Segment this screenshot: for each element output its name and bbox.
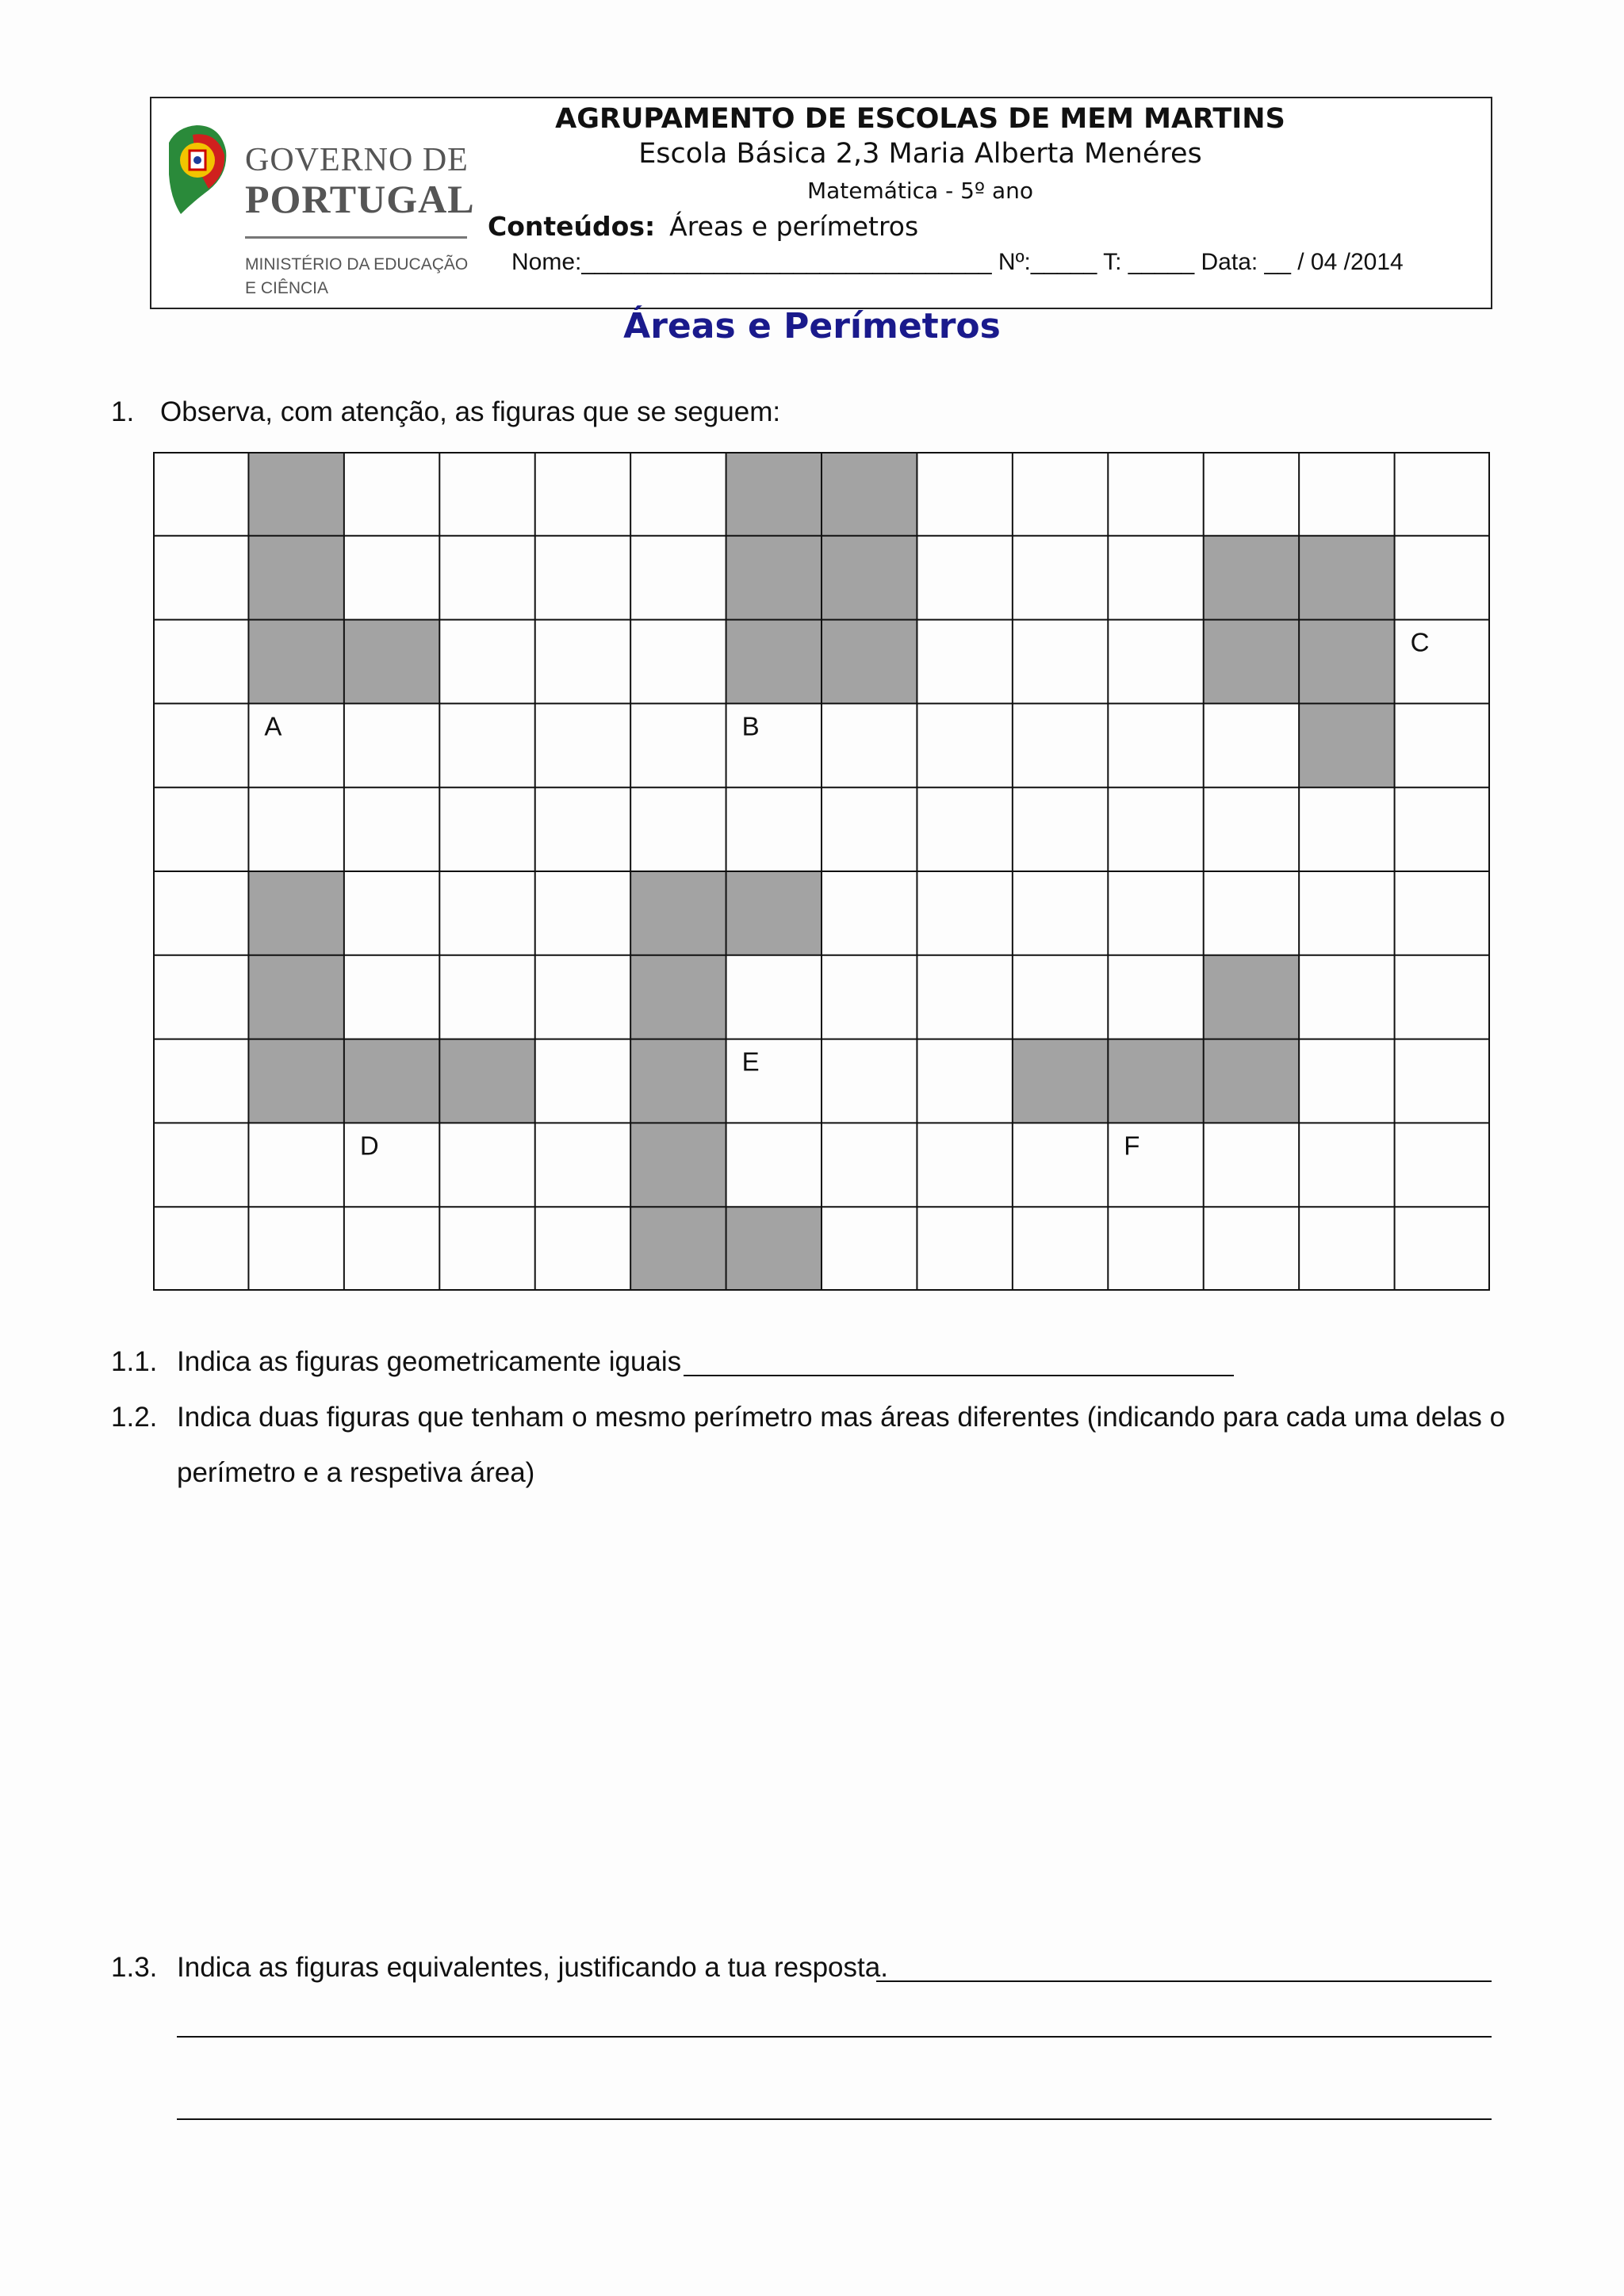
filled-cell: [1299, 620, 1394, 704]
school-name: Escola Básica 2,3 Maria Alberta Menéres: [638, 138, 1202, 170]
contents-label: Conteúdos:: [488, 211, 656, 242]
filled-cell: [248, 1039, 343, 1123]
figure-label-e: E: [741, 1047, 760, 1077]
answer-1-2-space[interactable]: [177, 1506, 1493, 1934]
filled-cell: [1108, 1039, 1203, 1123]
filled-cell: [439, 1039, 534, 1123]
portugal-emblem-icon: [161, 119, 232, 230]
school-group-name: AGRUPAMENTO DE ESCOLAS DE MEM MARTINS: [555, 103, 1285, 135]
question-1-3-number: 1.3.: [111, 1952, 158, 1983]
filled-cell: [726, 1207, 822, 1291]
header-box: [150, 97, 1492, 309]
figures-grid: [153, 452, 1490, 1291]
filled-cell: [248, 871, 343, 955]
figure-label-d: D: [359, 1131, 379, 1161]
answer-1-1-line[interactable]: [684, 1375, 1234, 1376]
filled-cell: [726, 871, 822, 955]
filled-cell: [630, 955, 726, 1039]
student-info-line[interactable]: Nome:_______________________________ Nº:_____ T: _____ Data: __ / 04 /2014: [511, 249, 1404, 275]
filled-cell: [248, 536, 343, 620]
filled-cell: [1204, 1039, 1299, 1123]
filled-cell: [344, 1039, 439, 1123]
filled-cell: [726, 452, 822, 536]
figure-label-b: B: [741, 711, 760, 741]
answer-1-3-line-2[interactable]: [177, 2036, 1492, 2038]
filled-cell: [1013, 1039, 1108, 1123]
filled-cell: [1204, 955, 1299, 1039]
filled-cell: [248, 955, 343, 1039]
figure-label-c: C: [1410, 627, 1430, 657]
filled-cell: [726, 536, 822, 620]
filled-cell: [1204, 620, 1299, 704]
question-1-3-text: Indica as figuras equivalentes, justificando a tua resposta.: [177, 1952, 888, 1983]
filled-cell: [248, 620, 343, 704]
question-1-number: 1.: [111, 396, 135, 427]
contents-row: [488, 211, 918, 242]
figures-grid-svg: [153, 452, 1490, 1291]
question-1: [111, 396, 780, 428]
filled-cell: [630, 871, 726, 955]
page-title: Áreas e Perímetros: [623, 306, 1001, 346]
figure-label-a: A: [264, 711, 282, 741]
logo-line1: GOVERNO DE: [245, 142, 469, 178]
answer-1-3-line-3[interactable]: [177, 2118, 1492, 2120]
logo-ministry-line1: MINISTÉRIO DA EDUCAÇÃO: [245, 255, 469, 274]
question-1-1-text: Indica as figuras geometricamente iguais: [177, 1346, 682, 1377]
question-1-2-text: Indica duas figuras que tenham o mesmo perímetro mas áreas diferentes (indicando para cada uma delas o: [177, 1402, 1506, 1433]
question-1-2-number: 1.2.: [111, 1402, 158, 1433]
filled-cell: [726, 620, 822, 704]
question-1-1-number: 1.1.: [111, 1346, 158, 1377]
filled-cell: [1299, 536, 1394, 620]
logo-line2: PORTUGAL: [245, 177, 475, 221]
figure-label-f: F: [1124, 1131, 1140, 1161]
question-1-2-text-line2: perímetro e a respetiva área): [177, 1457, 535, 1488]
filled-cell: [822, 620, 917, 704]
filled-cell: [822, 452, 917, 536]
logo-ministry-line2: E CIÊNCIA: [245, 279, 329, 297]
answer-1-3-line-1[interactable]: [876, 1980, 1492, 1982]
filled-cell: [630, 1039, 726, 1123]
logo-divider: [245, 236, 467, 239]
filled-cell: [344, 620, 439, 704]
subject-label: Matemática - 5º ano: [806, 178, 1034, 204]
contents-value: Áreas e perímetros: [669, 211, 919, 242]
question-1-text: Observa, com atenção, as figuras que se seguem:: [160, 396, 781, 427]
filled-cell: [1299, 703, 1394, 787]
filled-cell: [630, 1123, 726, 1207]
filled-cell: [248, 452, 343, 536]
filled-cell: [822, 536, 917, 620]
filled-cell: [630, 1207, 726, 1291]
filled-cell: [1204, 536, 1299, 620]
